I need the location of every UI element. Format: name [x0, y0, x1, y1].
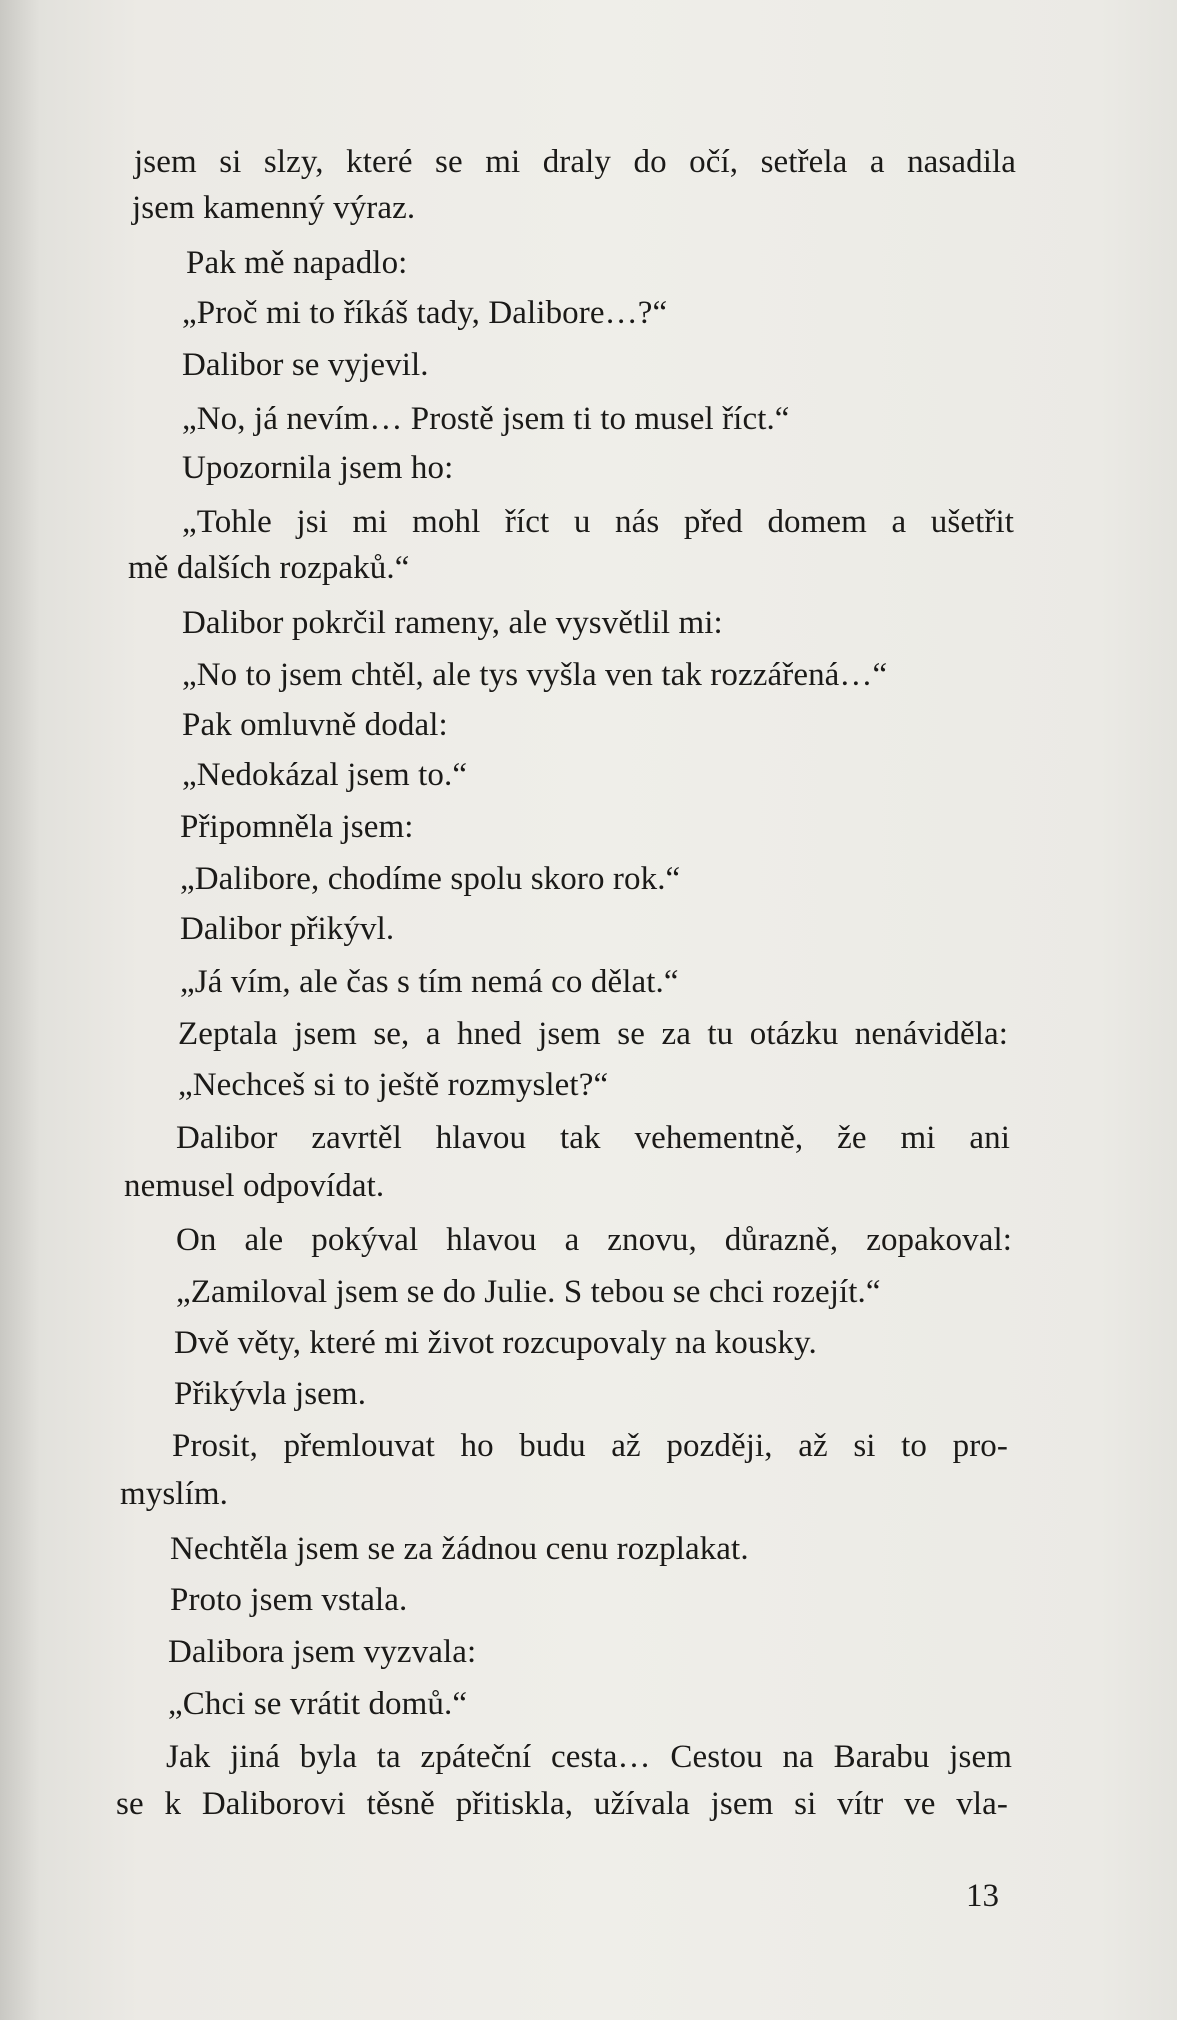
- text-line: nemusel odpovídat.: [124, 1168, 385, 1204]
- text-line: Prosit, přemlouvat ho budu až později, až si to pro-: [172, 1428, 1008, 1464]
- text-line: Dalibor se vyjevil.: [182, 347, 429, 383]
- text-line: Proto jsem vstala.: [170, 1582, 408, 1618]
- text-line: Jak jiná byla ta zpáteční cesta… Cestou na Barabu jsem: [166, 1739, 1012, 1775]
- text-line: Nechtěla jsem se za žádnou cenu rozplakat.: [170, 1531, 749, 1567]
- text-line: jsem si slzy, které se mi draly do očí, setřela a nasadila: [134, 144, 1016, 180]
- text-line: se k Daliborovi těsně přitiskla, užívala jsem si vítr ve vla-: [116, 1786, 1008, 1822]
- text-line: jsem kamenný výraz.: [132, 190, 416, 226]
- text-line: „Dalibore, chodíme spolu skoro rok.“: [180, 861, 681, 897]
- text-line: Zeptala jsem se, a hned jsem se za tu otázku nenáviděla:: [178, 1016, 1008, 1052]
- text-line: „Nechceš si to ještě rozmyslet?“: [178, 1067, 609, 1103]
- text-line: Dalibor zavrtěl hlavou tak vehementně, že mi ani: [176, 1120, 1010, 1156]
- text-line: „No to jsem chtěl, ale tys vyšla ven tak rozzářená…“: [182, 657, 888, 693]
- text-line: myslím.: [120, 1476, 228, 1512]
- text-line: „Zamiloval jsem se do Julie. S tebou se chci rozejít.“: [176, 1274, 881, 1310]
- text-line: Pak omluvně dodal:: [182, 707, 448, 743]
- text-line: Upozornila jsem ho:: [182, 450, 454, 486]
- text-line: Dalibora jsem vyzvala:: [168, 1634, 477, 1670]
- text-line: „Proč mi to říkáš tady, Dalibore…?“: [182, 295, 668, 331]
- text-line: „Nedokázal jsem to.“: [182, 757, 468, 793]
- text-line: Dalibor přikývl.: [180, 911, 395, 947]
- text-line: Pak mě napadlo:: [186, 245, 408, 281]
- text-line: „Já vím, ale čas s tím nemá co dělat.“: [180, 964, 679, 1000]
- text-line: mě dalších rozpaků.“: [128, 550, 410, 586]
- text-line: Přikývla jsem.: [174, 1376, 367, 1412]
- text-line: On ale pokýval hlavou a znovu, důrazně, zopakoval:: [176, 1222, 1012, 1258]
- text-line: Dvě věty, které mi život rozcupovaly na kousky.: [174, 1325, 817, 1361]
- page-number: 13: [966, 1878, 999, 1914]
- text-line: Dalibor pokrčil rameny, ale vysvětlil mi:: [182, 605, 723, 641]
- text-line: „Chci se vrátit domů.“: [168, 1686, 468, 1722]
- text-line: Připomněla jsem:: [180, 809, 414, 845]
- text-line: „Tohle jsi mi mohl říct u nás před domem a ušetřit: [182, 504, 1014, 540]
- text-line: „No, já nevím… Prostě jsem ti to musel říct.“: [182, 401, 790, 437]
